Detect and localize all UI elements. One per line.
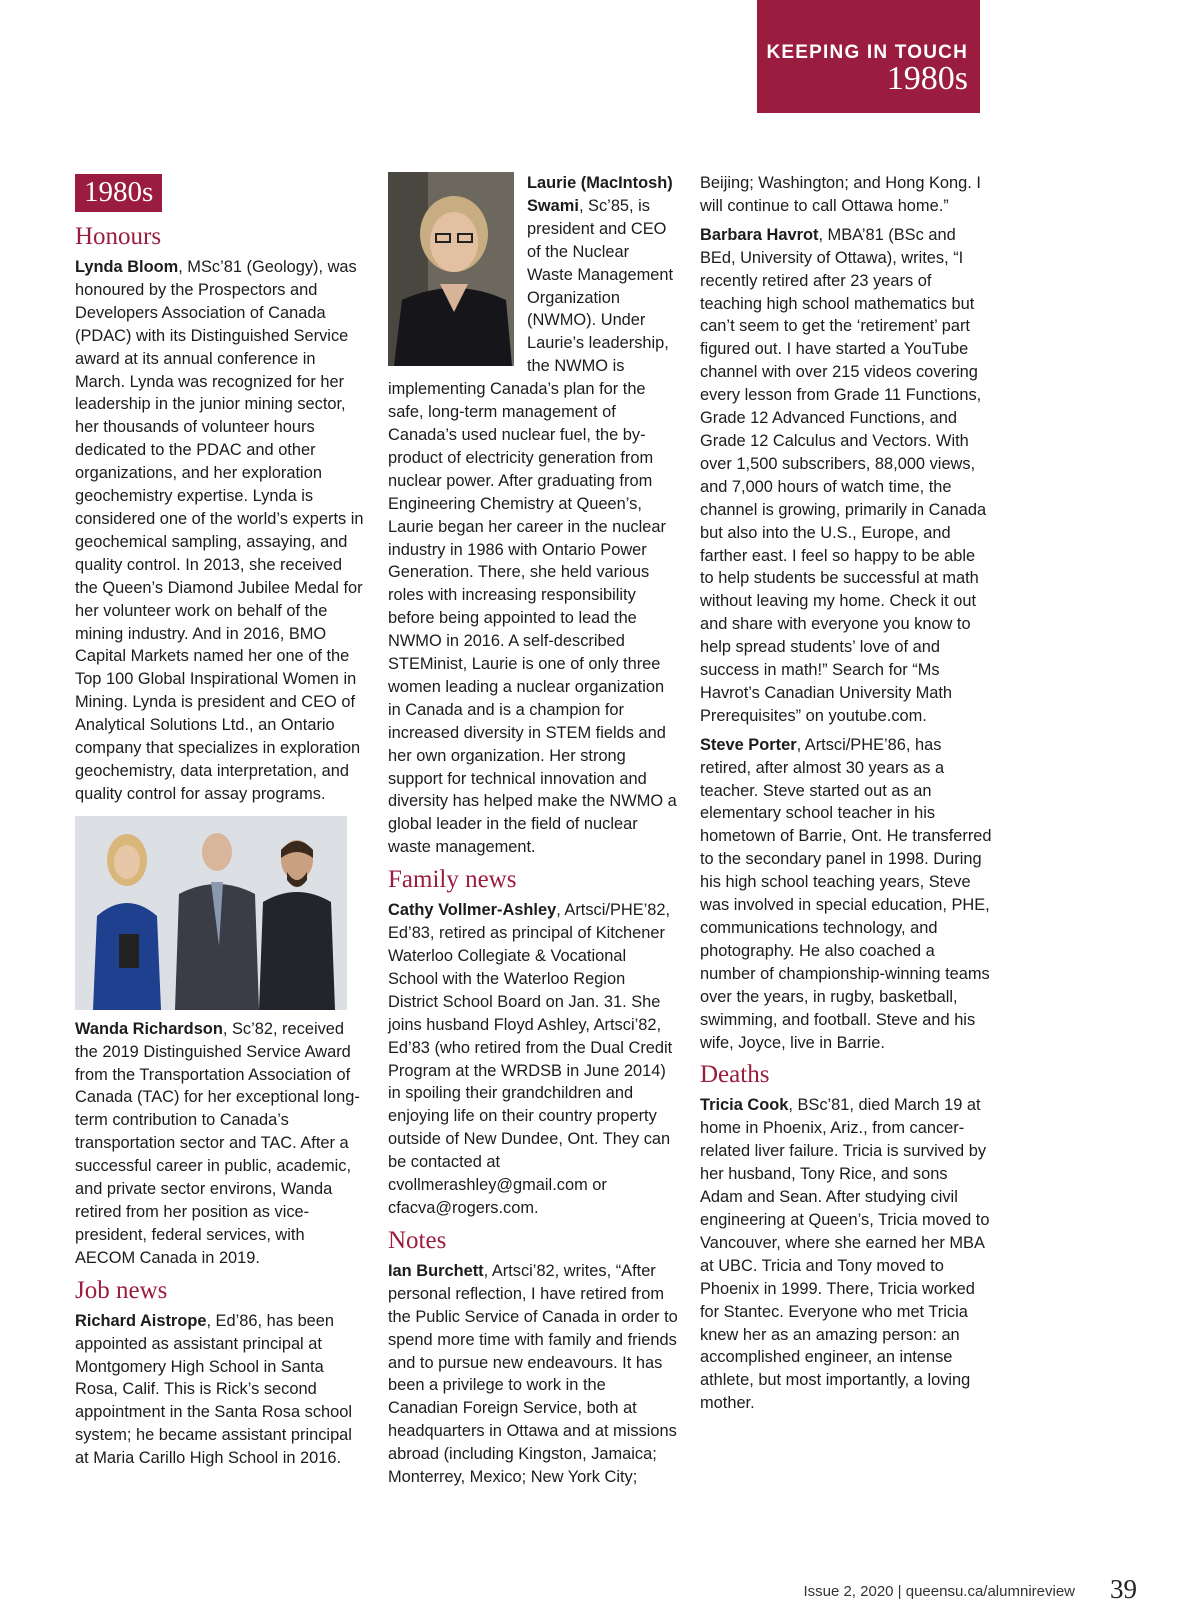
entry-name: Barbara Havrot <box>700 225 819 244</box>
award-photo-illustration <box>75 816 347 1010</box>
honours-heading: Honours <box>75 223 162 250</box>
entry-havrot <box>700 224 992 728</box>
entry-text: , MBA’81 (BSc and BEd, University of Ottawa), writes, “I recently retired after 23 years of teaching high school mathematics but can’t seem to get the ‘retirement’ part figured out. I have started a YouTube channel with over 215 videos covering every lesson from Grade 11 Functions, Grade 12 Advanced Functions, and Grade 12 Calculus and Vectors. With over 1,500 subscribers, 88,000 views, and 7,000 hours of watch time, the channel is growing, primarily in Canada but also into the U.S., Europe, and farther east. I feel so happy to be able to help students be successful at math without leaving my home. Check it out and share with everyone you know to help spread students’ love of and success in math!” Search for “Ms Havrot’s Canadian University Math Prerequisites” on youtube.com. <box>700 225 987 725</box>
entry-burchett-continued: Beijing; Washington; and Hong Kong. I will continue to call Ottawa home.” <box>700 174 981 215</box>
family-news-heading: Family news <box>388 866 517 894</box>
entry-text: , Sc’85, is president and CEO of the Nuclear Waste Management Organization (NWMO). Under Laurie’s leadership, the NWMO is implementing Canada’s plan for the safe, long-term management of Canada’s used nuclear fuel, the by-product of electricity generation from nuclear power. After graduating from Engineering Chemistry at Queen’s, Laurie began her career in the nuclear industry in 1986 with Ontario Power Generation. There, she held various roles with increasing responsibility before being appointed to lead the NWMO in 2016. A self-described STEMinist, Laurie is one of only three women leading a nuclear organization in Canada and is a champion for increased diversity in STEM fields and her own organization. Her strong support for technical innovation and diversity has helped make the NWMO a global leader in the field of nuclear waste management. <box>388 196 677 857</box>
entry-name: Lynda Bloom <box>75 258 179 276</box>
entry-name: Cathy Vollmer-Ashley <box>388 901 557 920</box>
entry-name: Wanda Richardson <box>75 1019 223 1038</box>
entry-name: Tricia Cook <box>700 1096 789 1115</box>
footer-issue-url: Issue 2, 2020 | queensu.ca/alumnireview <box>803 1583 1075 1600</box>
entry-burchett <box>388 1260 678 1489</box>
portrait-illustration <box>388 172 514 366</box>
section-header-tab <box>757 0 980 113</box>
column-1 <box>75 172 365 1476</box>
entry-text: , Artsci’82, writes, “After personal reflection, I have retired from the Public Service of Canada in order to spend more time with family and friends and to pursue new endeavours. It has been a privilege to work in the Canadian Foreign Service, both at headquarters in Ottawa and at missions abroad (including Kingston, Jamaica; Monterrey, Mexico; New York City; <box>388 1261 678 1487</box>
entry-text: , Sc’82, received the 2019 Distinguished Service Award from the Transportation Association of Canada (TAC) for her exceptional long-term contribution to Canada’s transportation sector and TAC. After a successful career in public, academic, and private sector environs, Wanda retired from her position as vice-president, federal services, with AECOM Canada in 2019. <box>75 1019 360 1267</box>
entry-text: , Ed’86, has been appointed as assistant principal at Montgomery High School in Santa Rosa, Calif. This is Rick’s second appointment in the Santa Rosa school system; he became assistant principal at Maria Carillo High School in 2016. <box>75 1311 353 1468</box>
job-news-heading: Job news <box>75 1276 168 1304</box>
entry-richardson <box>75 1018 365 1270</box>
column-2 <box>388 172 678 1495</box>
notes-heading: Notes <box>388 1226 447 1254</box>
entry-text: , BSc’81, died March 19 at home in Phoenix, Ariz., from cancer-related liver failure. Tricia is survived by her husband, Tony Rice, and sons Adam and Sean. After studying civil engineering at Queen’s, Tricia moved to Vancouver, where she earned her MBA at UBC. Tricia and Tony moved to Phoenix in 1999. There, Tricia worked for Stantec. Everyone who met Tricia knew her as an amazing person: an accomplished engineer, an intense athlete, but most importantly, a loving mother. <box>700 1096 990 1413</box>
entry-text: , MSc’81 (Geology), was honoured by the Prospectors and Developers Association of Canada (PDAC) with its Distinguished Service award at its annual conference in March. Lynda was recognized for her leadership in the junior mining sector, her thousands of volunteer hours dedicated to the PDAC and other organizations, and her exploration geochemistry expertise. Lynda is considered one of the world’s experts in geochemical sampling, assaying, and quality control. In 2013, she received the Queen’s Diamond Jubilee Medal for her volunteer work on behalf of the mining industry. And in 2016, BMO Capital Markets named her one of the Top 100 Global Inspirational Women in Mining. Lynda is president and CEO of Analytical Solutions Ltd., an Ontario company that specializes in exploration geochemistry, data interpretation, and quality control for assay programs. <box>75 258 364 803</box>
deaths-heading: Deaths <box>700 1061 770 1089</box>
entry-name: Laurie (MacIntosh) Swami <box>527 174 673 215</box>
entry-text: , Artsci/PHE’82, Ed’83, retired as principal of Kitchener Waterloo Collegiate & Vocational School with the Waterloo Region District School Board on Jan. 31. She joins husband Floyd Ashley, Artsci’82, Ed’83 (who retired from the Dual Credit Program at the WRDSB in June 2014) in spoiling their grandchildren and enjoying life on their country property outside of New Dundee, Ont. They can be contacted at cvollmerashley@gmail.com or cfacva@rogers.com. <box>388 901 673 1217</box>
entry-vollmer-ashley <box>388 899 678 1220</box>
section-decade: 1980s <box>886 60 968 97</box>
entry-name: Steve Porter <box>700 735 797 754</box>
award-photo <box>75 816 347 1010</box>
entry-bloom <box>75 256 365 806</box>
entry-porter <box>700 734 992 1055</box>
entry-text: , Artsci/PHE’86, has retired, after almost 30 years as a teacher. Steve started out as an elementary school teacher in his hometown of Barrie, Ont. He transferred to the secondary panel in 1998. During his high school teaching years, Steve was involved in special education, PHE, communications technology, and photography. He also coached a number of championship-winning teams over the years, in rugby, basketball, swimming, and football. Steve and his wife, Joyce, live in Barrie. <box>700 735 992 1052</box>
entry-name: Ian Burchett <box>388 1261 484 1280</box>
portrait-photo <box>388 172 514 366</box>
column-3 <box>700 172 992 1421</box>
year-badge: 1980s <box>75 174 162 212</box>
page-number: 39 <box>1110 1574 1137 1604</box>
entry-aistrope <box>75 1310 365 1470</box>
section-kicker: KEEPING IN TOUCH <box>766 42 968 63</box>
entry-name: Richard Aistrope <box>75 1311 207 1330</box>
entry-cook <box>700 1094 992 1415</box>
page-footer <box>0 1574 1200 1608</box>
